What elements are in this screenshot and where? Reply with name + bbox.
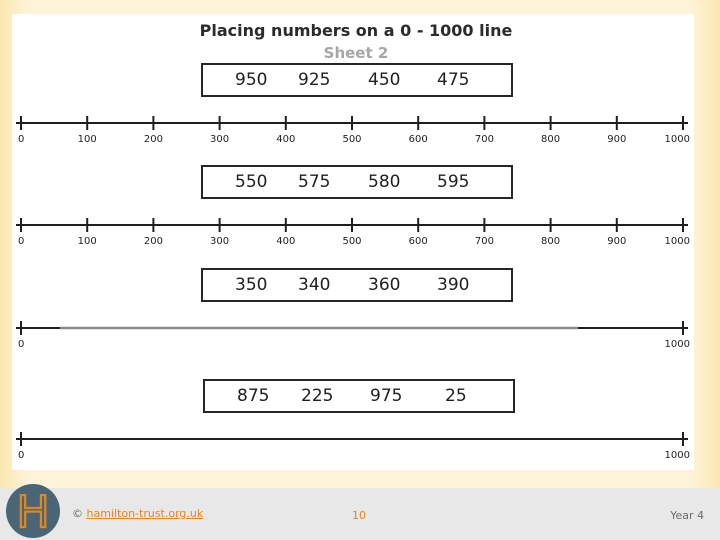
number-box	[201, 268, 513, 302]
copyright-symbol: ©	[72, 507, 83, 520]
tick-label: 300	[210, 134, 230, 145]
tick-label: 0	[18, 450, 25, 461]
tick-label: 600	[408, 236, 428, 247]
tick-label: 700	[474, 134, 494, 145]
tick-label: 0	[18, 339, 25, 350]
tick-label: 700	[474, 236, 494, 247]
tick-label: 200	[143, 236, 163, 247]
copyright-link[interactable]: hamilton-trust.org.uk	[86, 507, 204, 520]
tick-label: 600	[408, 134, 428, 145]
number-item: 925	[298, 70, 331, 90]
tick-label: 1000	[664, 236, 690, 247]
number-box	[201, 63, 513, 97]
number-item: 360	[368, 275, 401, 295]
tick-label: 800	[541, 236, 561, 247]
number-item: 25	[445, 386, 467, 406]
number-item: 550	[235, 172, 268, 192]
number-item: 475	[437, 70, 470, 90]
page-number: 10	[352, 509, 366, 522]
number-item: 575	[298, 172, 331, 192]
tick-label: 900	[607, 236, 627, 247]
tick-label: 1000	[664, 339, 690, 350]
number-item: 595	[437, 172, 470, 192]
tick-label: 0	[18, 134, 25, 145]
number-item: 390	[437, 275, 470, 295]
number-item: 340	[298, 275, 331, 295]
number-item: 450	[368, 70, 401, 90]
number-item: 975	[370, 386, 403, 406]
logo-letter: H	[16, 487, 50, 538]
tick-label: 300	[210, 236, 230, 247]
tick-label: 400	[276, 134, 296, 145]
number-item: 225	[301, 386, 334, 406]
tick-label: 500	[342, 134, 362, 145]
tick-label: 800	[541, 134, 561, 145]
year-label: Year 4	[670, 509, 704, 522]
tick-label: 400	[276, 236, 296, 247]
page-title: Placing numbers on a 0 - 1000 line	[199, 21, 513, 40]
tick-label: 1000	[664, 450, 690, 461]
copyright-notice	[72, 507, 203, 520]
number-box	[201, 165, 513, 199]
tick-label: 500	[342, 236, 362, 247]
tick-label: 900	[607, 134, 627, 145]
tick-label: 1000	[664, 134, 690, 145]
sheet-subtitle: Sheet 2	[323, 44, 389, 62]
tick-label: 100	[77, 134, 97, 145]
number-item: 875	[237, 386, 270, 406]
hamilton-trust-logo-icon	[4, 482, 62, 540]
tick-label: 200	[143, 134, 163, 145]
tick-label: 100	[77, 236, 97, 247]
number-item: 950	[235, 70, 268, 90]
number-item: 350	[235, 275, 268, 295]
number-item: 580	[368, 172, 401, 192]
tick-label: 0	[18, 236, 25, 247]
number-box	[203, 379, 515, 413]
